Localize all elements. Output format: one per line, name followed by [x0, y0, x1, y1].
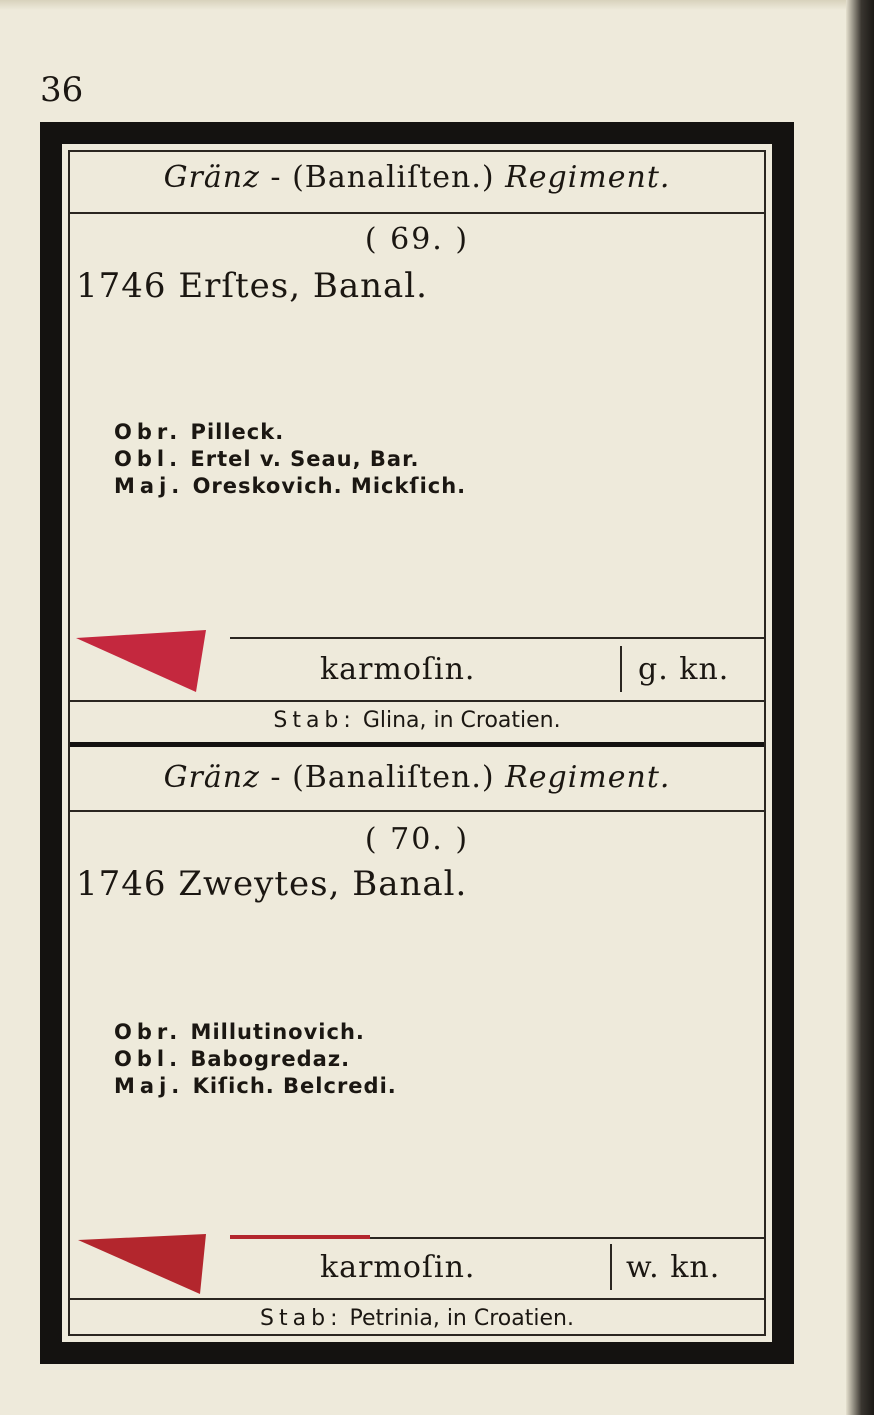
regiment-number: ( 69. ) — [364, 222, 470, 257]
officer-names: Babogredaz. — [190, 1047, 351, 1071]
heading-regiment: Regiment. — [505, 760, 671, 795]
officer-rank: Maj. — [114, 474, 185, 498]
officer-names: Millutinovich. — [190, 1020, 365, 1044]
officer-row — [114, 447, 419, 471]
stab-line — [70, 1306, 764, 1331]
divider — [70, 212, 764, 214]
column-separator — [610, 1244, 612, 1290]
red-rule-accent — [230, 1235, 370, 1239]
officer-names: Oreskovich. Mickſich. — [192, 474, 467, 498]
stab-label: Stab: — [260, 1306, 343, 1331]
officer-row — [114, 1047, 350, 1071]
stab-label: Stab: — [273, 708, 356, 733]
regiment-table-frame — [40, 122, 794, 1364]
facing-colour-label: karmoſin. — [320, 652, 476, 687]
colour-row-top-rule — [230, 637, 764, 639]
officer-rank: Obl. — [114, 447, 183, 471]
facing-colour-swatch — [76, 630, 216, 700]
regiment-number: ( 70. ) — [364, 822, 470, 857]
divider — [70, 700, 764, 702]
page-top-edge — [0, 0, 874, 10]
heading-banalisten: - (Banaliſten.) — [259, 160, 506, 195]
button-colour-label: g. kn. — [638, 652, 730, 687]
officer-row — [114, 474, 466, 498]
regiment-heading — [70, 760, 764, 795]
divider — [70, 810, 764, 812]
officer-row — [114, 420, 284, 444]
page-number: 36 — [40, 70, 84, 110]
stab-place: Glina, in Croatien. — [362, 708, 561, 733]
officer-rank: Maj. — [114, 1074, 185, 1098]
officer-names: Pilleck. — [190, 420, 285, 444]
facing-colour-label: karmoſin. — [320, 1250, 476, 1285]
book-spine-edge — [846, 0, 874, 1415]
stab-line — [70, 708, 764, 733]
officer-row — [114, 1020, 365, 1044]
table-inner-border — [68, 150, 766, 1336]
button-colour-label: w. kn. — [626, 1250, 721, 1285]
regiment-heading — [70, 160, 764, 195]
heading-regiment: Regiment. — [505, 160, 671, 195]
officer-names: Ertel v. Seau, Bar. — [190, 447, 420, 471]
facing-colour-swatch — [78, 1230, 218, 1300]
officer-rank: Obr. — [114, 1020, 183, 1044]
officer-names: Kiſich. Belcredi. — [192, 1074, 397, 1098]
divider — [70, 1298, 764, 1300]
officer-rank: Obr. — [114, 420, 183, 444]
officer-row — [114, 1074, 397, 1098]
stab-place: Petrinia, in Croatien. — [349, 1306, 574, 1331]
regiment-name: 1746 Zweytes, Banal. — [76, 864, 468, 904]
officer-rank: Obl. — [114, 1047, 183, 1071]
heading-granz: Gränz — [163, 760, 260, 795]
regiment-name: 1746 Erſtes, Banal. — [76, 266, 428, 306]
heading-banalisten: - (Banaliſten.) — [259, 760, 506, 795]
heading-granz: Gränz — [163, 160, 260, 195]
regiment-separator — [70, 742, 764, 747]
column-separator — [620, 646, 622, 692]
